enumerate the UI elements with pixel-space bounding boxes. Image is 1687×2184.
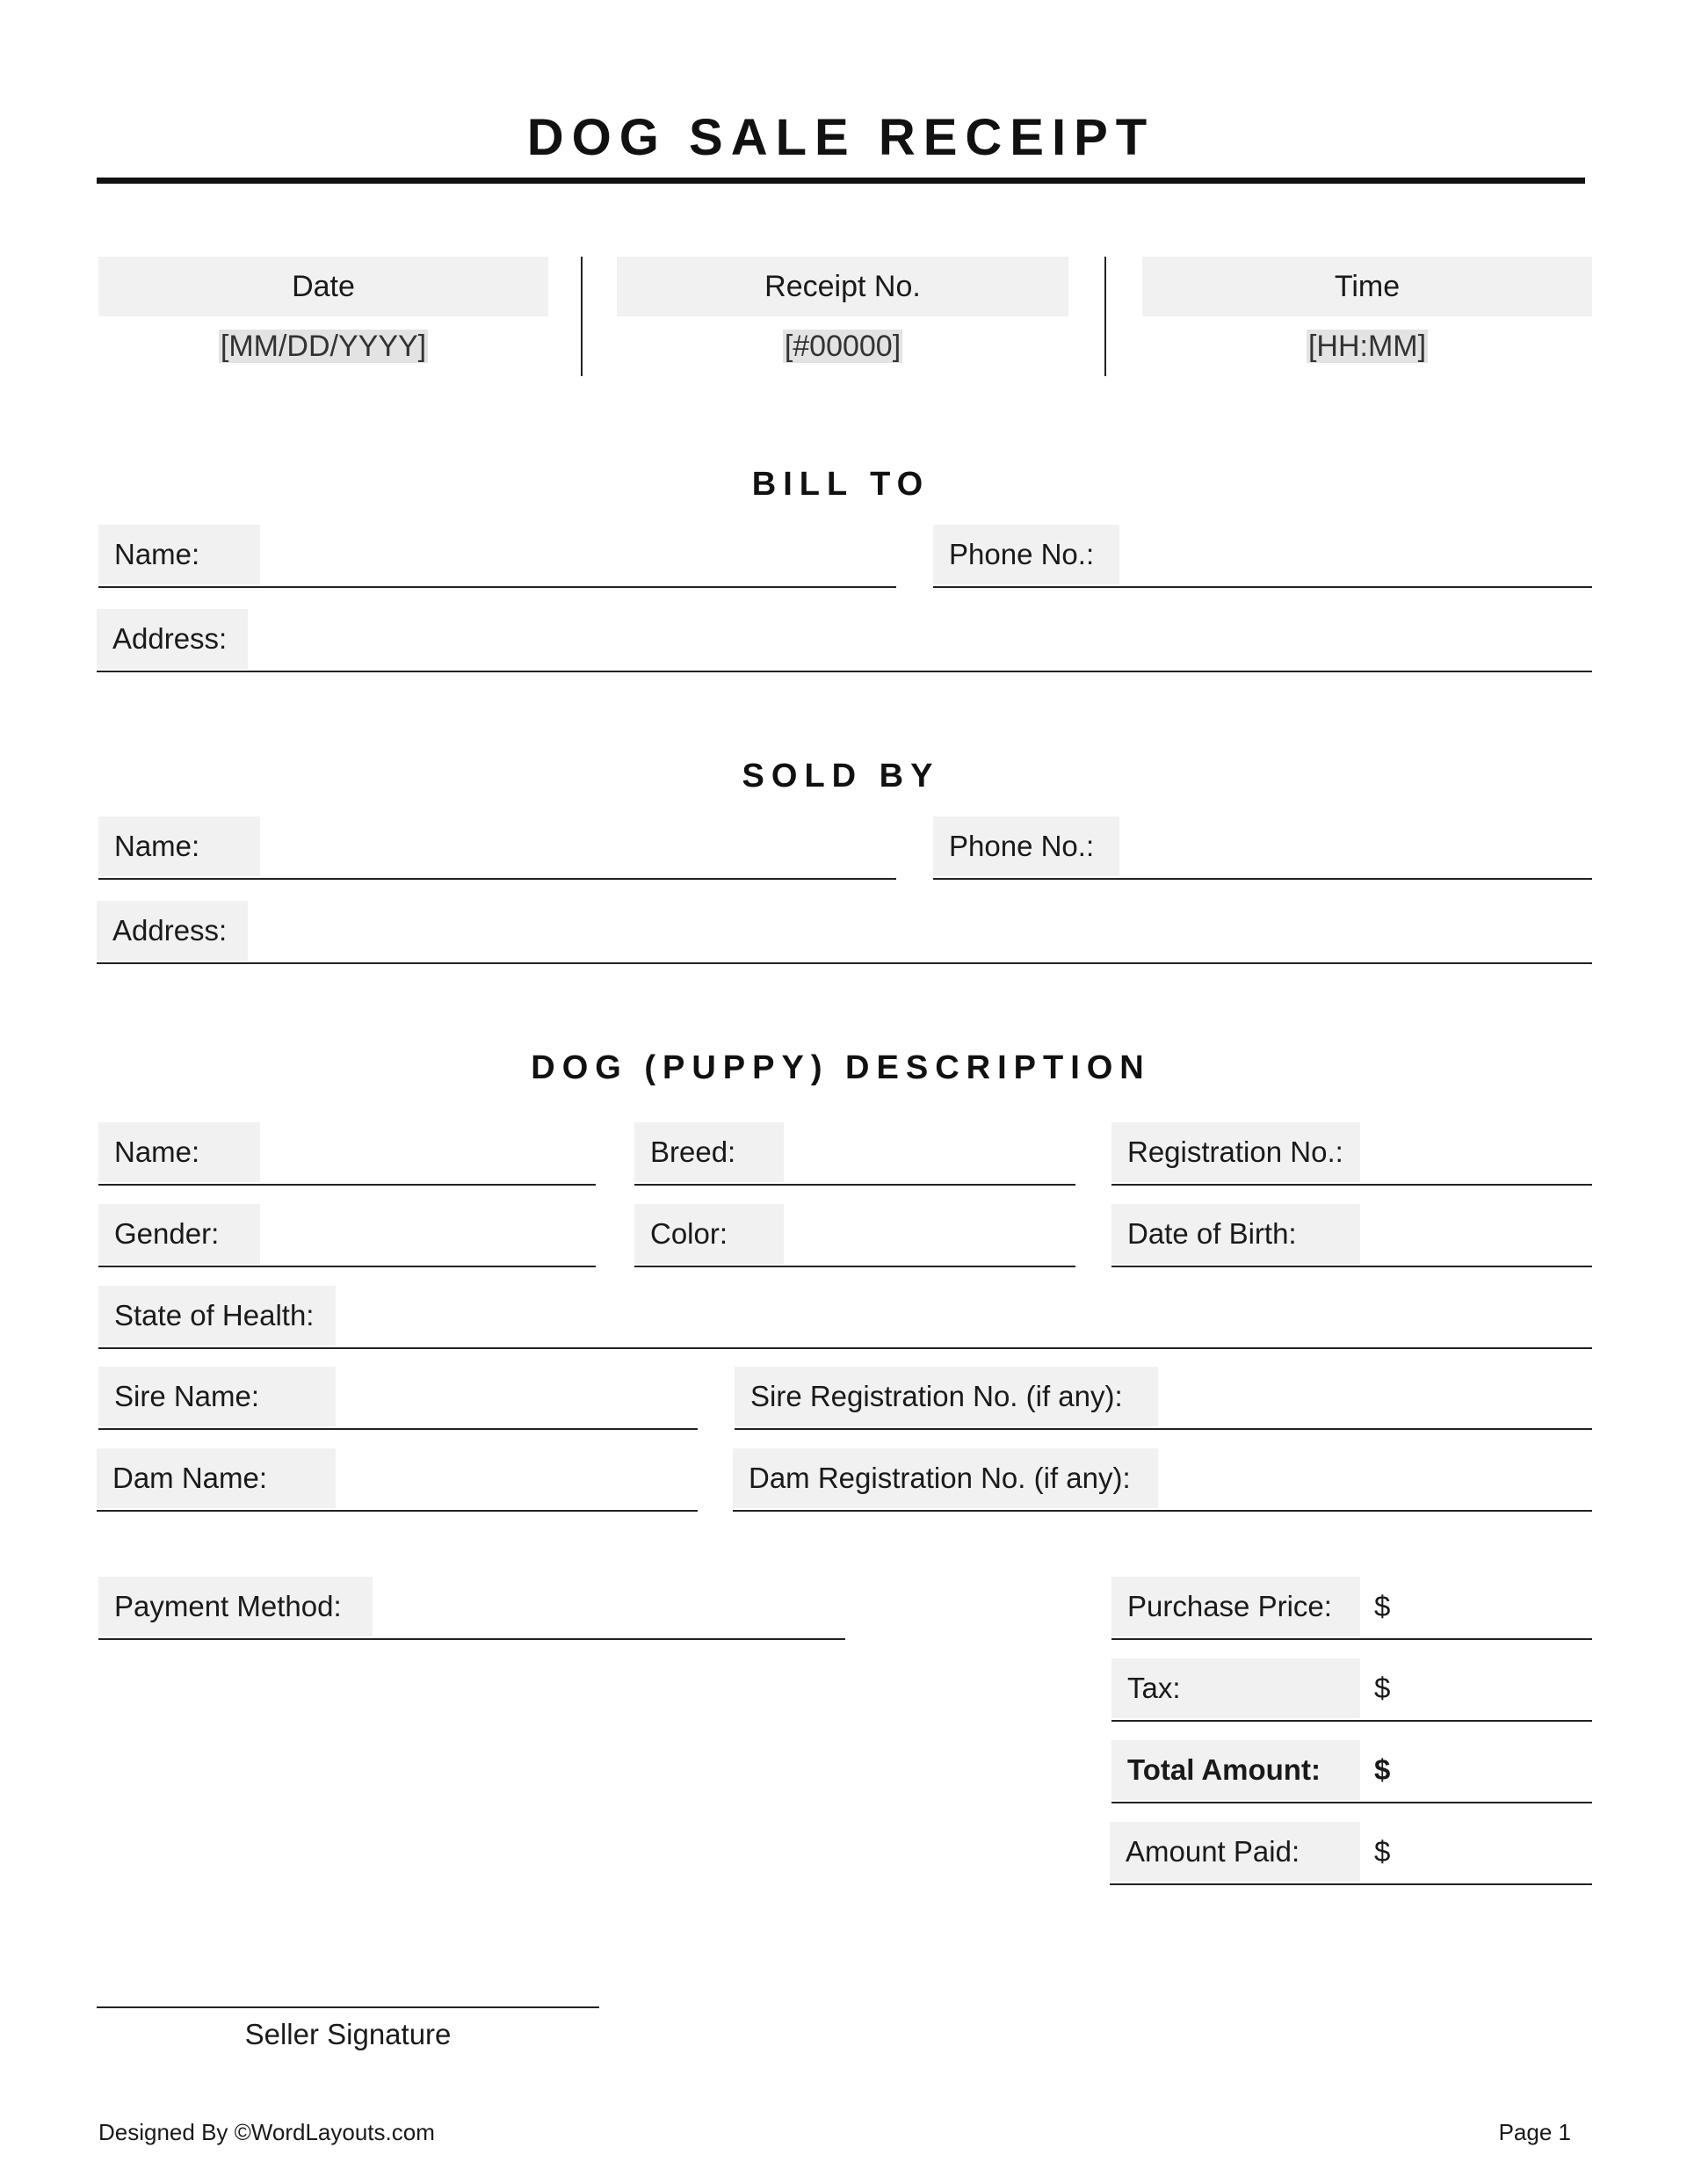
purchase-price-currency: $ — [1374, 1590, 1391, 1622]
payment-method-field[interactable] — [98, 1577, 845, 1640]
document-title: DOG SALE RECEIPT — [526, 109, 1155, 166]
bill-to-address-field[interactable] — [97, 609, 1592, 672]
bill-to-name-field[interactable] — [98, 525, 896, 588]
page-number: Page 1 — [1498, 2119, 1571, 2145]
title-divider — [97, 178, 1585, 184]
time-label: Time — [1142, 257, 1592, 316]
tax-field[interactable] — [1111, 1658, 1592, 1722]
seller-signature-label: Seller Signature — [244, 2018, 452, 2050]
bill-to-phone-label: Phone No.: — [933, 525, 1119, 584]
footer-credit: Designed By ©WordLayouts.com — [98, 2119, 435, 2145]
sire-name-field[interactable] — [98, 1367, 698, 1430]
sold-by-phone-label: Phone No.: — [933, 816, 1119, 876]
dam-name-field[interactable] — [97, 1448, 698, 1512]
sold-by-title: SOLD BY — [742, 758, 940, 795]
gender-field[interactable] — [98, 1204, 596, 1267]
receipt-number-label: Receipt No. — [617, 257, 1068, 316]
bill-to-address-label: Address: — [97, 609, 248, 669]
total-amount-currency: $ — [1374, 1753, 1391, 1786]
date-value[interactable]: [MM/DD/YYYY] — [220, 330, 427, 363]
sire-registration-field[interactable] — [735, 1367, 1592, 1430]
purchase-price-label: Purchase Price: — [1111, 1577, 1360, 1636]
breed-field[interactable] — [634, 1122, 1075, 1186]
sold-by-phone-field[interactable] — [933, 816, 1592, 880]
bill-to-title: BILL TO — [751, 466, 930, 503]
dam-registration-field[interactable] — [733, 1448, 1592, 1512]
receipt-number-value[interactable]: [#00000] — [784, 330, 901, 363]
state-of-health-field[interactable] — [98, 1286, 1592, 1349]
dam-name-label: Dam Name: — [97, 1448, 336, 1508]
sold-by-address-label: Address: — [97, 901, 248, 961]
amount-paid-label: Amount Paid: — [1110, 1822, 1360, 1882]
dog-description-title: DOG (PUPPY) DESCRIPTION — [531, 1049, 1151, 1086]
header-divider-1 — [581, 257, 583, 376]
tax-currency: $ — [1374, 1672, 1391, 1704]
sold-by-name-label: Name: — [98, 816, 260, 876]
date-of-birth-label: Date of Birth: — [1111, 1204, 1360, 1264]
sold-by-name-field[interactable] — [98, 816, 896, 880]
total-amount-label: Total Amount: — [1111, 1740, 1360, 1800]
date-of-birth-field[interactable] — [1111, 1204, 1592, 1267]
breed-label: Breed: — [634, 1122, 784, 1182]
dog-name-label: Name: — [98, 1122, 260, 1182]
sire-registration-label: Sire Registration No. (if any): — [735, 1367, 1158, 1426]
header-divider-2 — [1104, 257, 1106, 376]
bill-to-name-label: Name: — [98, 525, 260, 584]
seller-signature-line[interactable] — [97, 2006, 599, 2008]
amount-paid-field[interactable] — [1110, 1822, 1592, 1885]
state-of-health-label: State of Health: — [98, 1286, 336, 1346]
tax-label: Tax: — [1111, 1658, 1360, 1718]
total-amount-field[interactable] — [1111, 1740, 1592, 1803]
purchase-price-field[interactable] — [1111, 1577, 1592, 1640]
date-label: Date — [98, 257, 548, 316]
sold-by-address-field[interactable] — [97, 901, 1592, 964]
color-field[interactable] — [634, 1204, 1075, 1267]
color-label: Color: — [634, 1204, 784, 1264]
registration-number-label: Registration No.: — [1111, 1122, 1360, 1182]
payment-method-label: Payment Method: — [98, 1577, 373, 1636]
gender-label: Gender: — [98, 1204, 260, 1264]
dog-name-field[interactable] — [98, 1122, 596, 1186]
time-value[interactable]: [HH:MM] — [1307, 330, 1427, 363]
amount-paid-currency: $ — [1374, 1835, 1391, 1868]
bill-to-phone-field[interactable] — [933, 525, 1592, 588]
dam-registration-label: Dam Registration No. (if any): — [733, 1448, 1158, 1508]
sire-name-label: Sire Name: — [98, 1367, 336, 1426]
registration-number-field[interactable] — [1111, 1122, 1592, 1186]
